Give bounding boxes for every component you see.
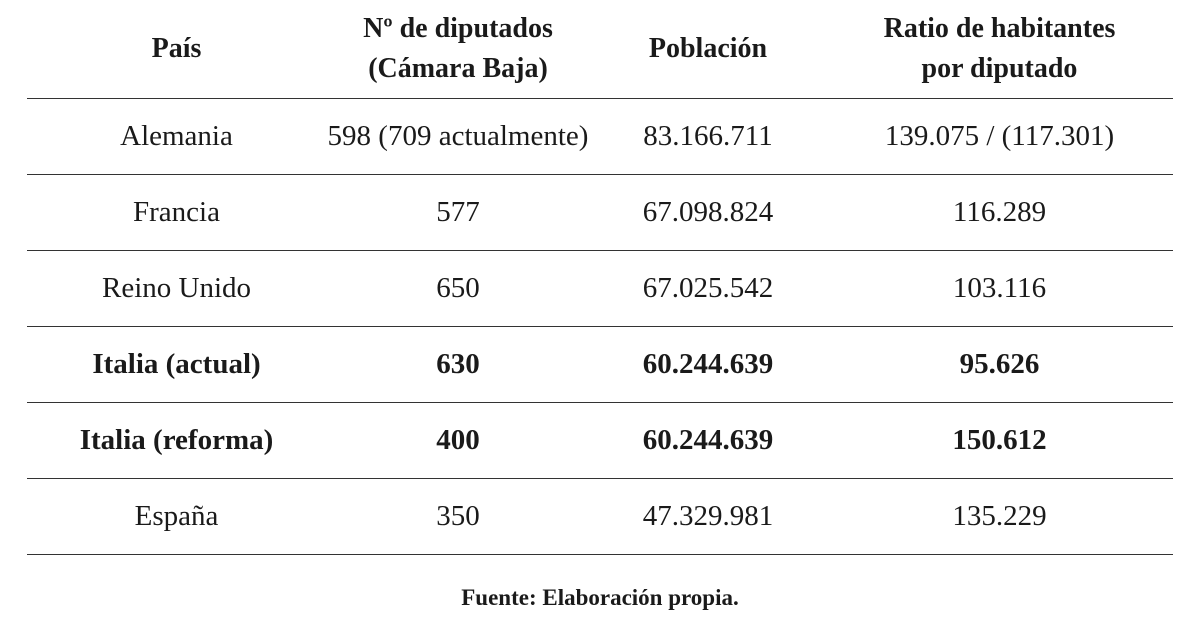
table-row [27, 175, 1173, 251]
table-row [27, 99, 1173, 175]
cell-pais: Francia [27, 175, 326, 251]
header-diputados-line1: Nº de diputados [363, 13, 553, 44]
table-body [27, 99, 1173, 555]
cell-poblacion: 67.098.824 [590, 175, 826, 251]
table-row [27, 327, 1173, 403]
header-ratio-line1: Ratio de habitantes [883, 13, 1116, 44]
cell-ratio: 150.612 [826, 403, 1173, 479]
cell-pais: España [27, 479, 326, 555]
table-row [27, 479, 1173, 555]
data-table-container [27, 0, 1173, 555]
header-ratio-line2: por diputado [921, 53, 1078, 84]
header-diputados [326, 0, 590, 99]
cell-pais: Alemania [27, 99, 326, 175]
header-row [27, 0, 1173, 99]
cell-poblacion: 67.025.542 [590, 251, 826, 327]
cell-poblacion: 83.166.711 [590, 99, 826, 175]
header-poblacion [590, 0, 826, 99]
cell-ratio: 135.229 [826, 479, 1173, 555]
header-poblacion-label: Población [648, 33, 768, 64]
cell-pais: Reino Unido [27, 251, 326, 327]
cell-diputados: 630 [326, 327, 590, 403]
header-diputados-line2: (Cámara Baja) [368, 53, 548, 84]
cell-poblacion: 47.329.981 [590, 479, 826, 555]
header-pais [27, 0, 326, 99]
cell-pais: Italia (reforma) [27, 403, 326, 479]
cell-ratio: 103.116 [826, 251, 1173, 327]
cell-ratio: 95.626 [826, 327, 1173, 403]
cell-poblacion: 60.244.639 [590, 403, 826, 479]
cell-diputados: 350 [326, 479, 590, 555]
header-ratio [826, 0, 1173, 99]
cell-diputados: 577 [326, 175, 590, 251]
table-row [27, 251, 1173, 327]
header-pais-label: País [151, 33, 202, 64]
source-note: Fuente: Elaboración propia. [461, 585, 739, 610]
table-row [27, 403, 1173, 479]
cell-diputados: 400 [326, 403, 590, 479]
deputies-table [27, 0, 1173, 555]
cell-ratio: 139.075 / (117.301) [826, 99, 1173, 175]
cell-diputados: 650 [326, 251, 590, 327]
table-header [27, 0, 1173, 99]
cell-poblacion: 60.244.639 [590, 327, 826, 403]
cell-pais: Italia (actual) [27, 327, 326, 403]
cell-ratio: 116.289 [826, 175, 1173, 251]
cell-diputados: 598 (709 actualmente) [326, 99, 590, 175]
